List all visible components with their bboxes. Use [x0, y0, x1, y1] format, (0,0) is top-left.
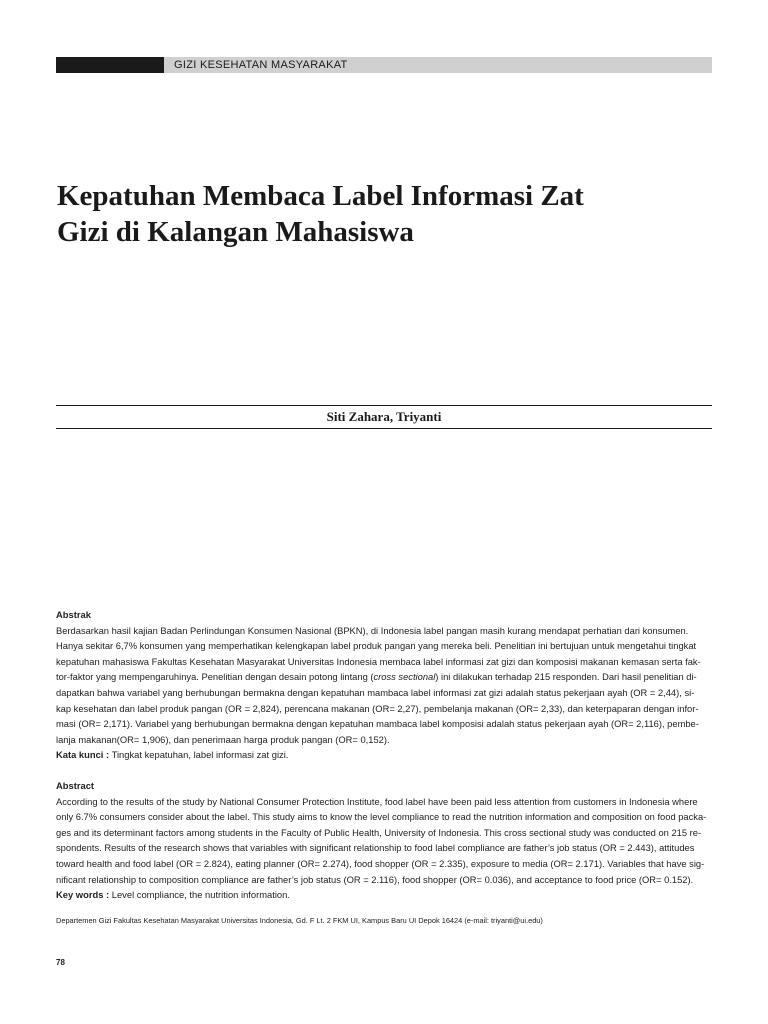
abstrak-keywords-text: Tingkat kepatuhan, label informasi zat gizi. — [109, 749, 289, 761]
abstrak-section — [56, 607, 714, 763]
abstract-keywords-label: Key words : — [56, 889, 110, 901]
authors-rule-bottom — [56, 428, 712, 429]
article-title — [57, 178, 707, 250]
article-title-line-2: Gizi di Kalangan Mahasiswa — [57, 216, 414, 248]
abstrak-line: masi (OR= 2,171). Variabel yang berhubungan bermakna dengan kepatuhan mambaca label komposisi adalah status pekerjaan ayah (OR= 2,116), pembe- — [56, 718, 699, 730]
abstract-keywords — [56, 887, 714, 903]
abstrak-heading: Abstrak — [56, 609, 91, 620]
abstract-keywords-text: Level compliance, the nutrition information. — [109, 889, 290, 901]
abstract-heading: Abstract — [56, 780, 95, 791]
article-title-line-1: Kepatuhan Membaca Label Informasi Zat — [57, 180, 584, 212]
abstrak-line: Hanya sekitar 6,7% konsumen yang memperhatikan kelengkapan label produk pangan yang mereka beli. Penelitian ini bertujuan untuk mengetahui tingkat — [56, 640, 697, 652]
authors-rule-top — [56, 405, 712, 406]
abstract-line: According to the results of the study by National Consumer Protection Institute, food label have been paid less attention from customers in Indonesia where — [56, 795, 698, 807]
journal-header-bar — [56, 57, 712, 73]
abstract-line: nificant relationship to composition compliance are father’s job status (OR = 2.116), food shopper (OR= 0.036), and acceptance to food price (OR= 0.152). — [56, 873, 694, 885]
journal-section-label: GIZI KESEHATAN MASYARAKAT — [174, 59, 348, 71]
abstract-section — [56, 778, 714, 903]
authors: Siti Zahara, Triyanti — [326, 409, 442, 424]
header-grey-block — [164, 57, 712, 73]
abstract-line: only 6.7% consumers consider about the label. This study aims to know the level compliance to read the nutrition information and composition on food packa- — [56, 811, 707, 823]
abstract-line: toward health and food label (OR = 2.824), eating planner (OR= 2.274), food shopper (OR = 2.335), exposure to media (OR= 2.171). Variables that have sig- — [56, 857, 705, 869]
page-number: 78 — [56, 958, 65, 967]
abstrak-keywords-label: Kata kunci : — [56, 749, 110, 761]
header-black-block — [56, 57, 164, 73]
abstrak-line: kepatuhan mahasiswa Fakultas Kesehatan Masyarakat Universitas Indonesia membaca label informasi zat gizi dan komposisi makanan kemasan serta fak- — [56, 655, 701, 667]
abstrak-line: dapatkan bahwa variabel yang berhubungan bermakna dengan kepatuhan mambaca label informasi zat gizi adalah status pekerjaan ayah (OR = 2,44), si- — [56, 686, 695, 698]
abstrak-line: Berdasarkan hasil kajian Badan Perlindungan Konsumen Nasional (BPKN), di Indonesia label pangan masih kurang mendapat perhatian dari konsumen. — [56, 624, 689, 636]
abstract-line: ges and its determinant factors among students in the Faculty of Public Health, University of Indonesia. This cross sectional study was conducted on 215 re- — [56, 826, 702, 838]
abstrak-keywords — [56, 747, 714, 763]
abstract-line: spondents. Results of the research shows that variables with significant relationship to food label compliance are father’s job status (OR = 2.443), attitudes — [56, 842, 695, 854]
abstrak-line: tor-faktor yang mempengaruhinya. Penelitian dengan desain potong lintang (cross sectional) ini dilakukan terhadap 215 responden. Dari hasil penelitian di- — [56, 671, 697, 683]
abstrak-line: kap kesehatan dan label produk pangan (OR = 2,824), perencana makanan (OR= 2,27), pembelanja makanan (OR= 2,33), dan keterpaparan dengan infor- — [56, 702, 699, 714]
abstrak-line: lanja makanan(OR= 1,906), dan penerimaan harga produk pangan (OR= 0,152). — [56, 733, 390, 745]
affiliation-footnote: Departemen Gizi Fakultas Kesehatan Masyarakat Universitas Indonesia, Gd. F Lt. 2 FKM UI, Kampus Baru UI Depok 16424 (e-mail: triyanti@ui.edu) — [56, 916, 543, 925]
